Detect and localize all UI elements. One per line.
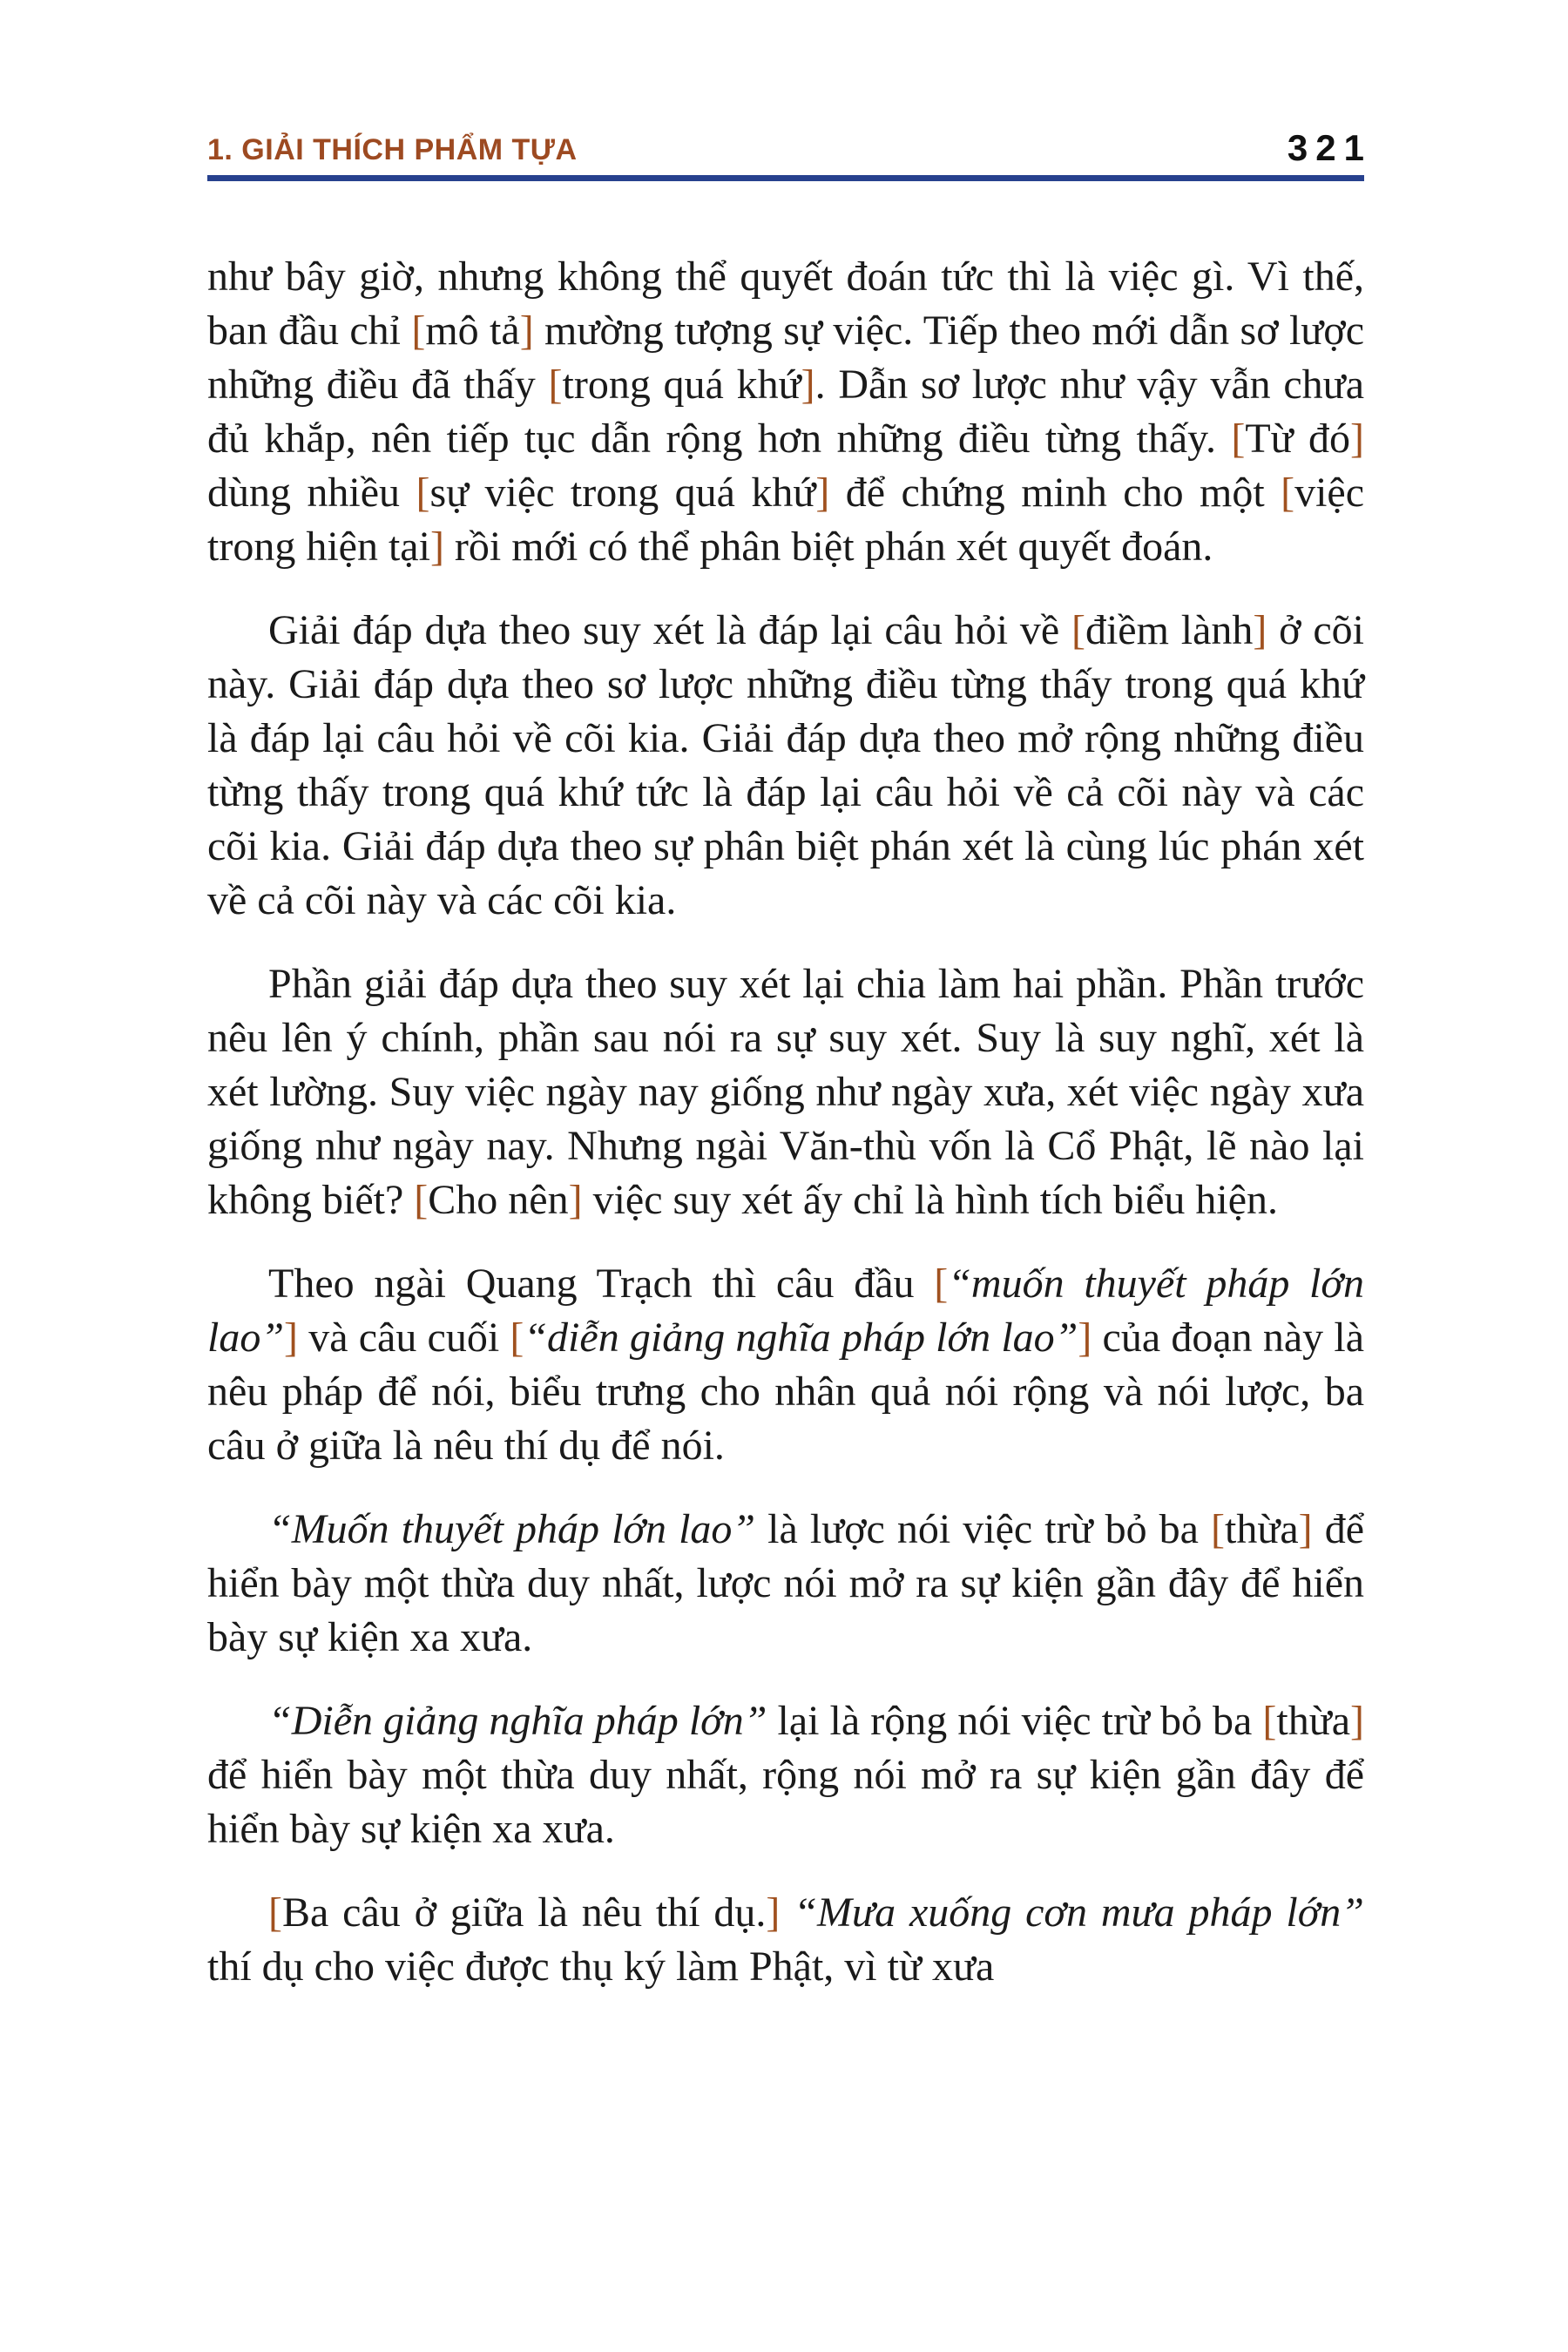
bracket: ] [1078,1315,1092,1361]
page-header [207,127,1372,181]
bracket: ] [568,1177,583,1223]
text-run: Theo ngài Quang Trạch thì câu đầu [268,1260,935,1307]
bracket: [ [510,1315,524,1361]
bracket: [ [548,362,563,408]
text-run: để hiển bày một thừa duy nhất, rộng nói mở ra sự kiện gần đây để hiển bày sự kiện xa xưa. [207,1752,1364,1852]
text-run: Giải đáp dựa theo suy xét là đáp lại câu hỏi về [268,607,1071,653]
bracket: ] [284,1315,299,1361]
bracket: [ [1281,470,1295,516]
text-run: thừa [1225,1506,1299,1552]
bracket: [ [934,1260,949,1307]
paragraph-7 [207,1886,1364,1994]
running-head [207,127,1372,168]
quoted-italic-run: “Diễn giảng nghĩa pháp lớn” [268,1698,767,1744]
text-run: thí dụ cho việc được thụ ký làm Phật, vì từ xưa [207,1943,995,1990]
text-run: như bây giờ, nhưng không thể quyết đoán tức thì là việc gì. Vì thế, ban đầu chỉ [207,253,1364,354]
section-title: 1. GIẢI THÍCH PHẨM TỰA [207,133,578,166]
bracket: ] [1350,1698,1364,1744]
bracket: ] [1298,1506,1313,1552]
text-run: việc suy xét ấy chỉ là hình tích biểu hiện. [582,1177,1279,1223]
bracket: [ [414,1177,429,1223]
text-run [780,1889,794,1936]
bracket: [ [411,308,426,354]
text-run: mường tượng sự việc. Tiếp theo mới dẫn sơ lược những điều đã thấy [207,308,1364,408]
quoted-italic-run: “Mưa xuống cơn mưa pháp lớn” [794,1889,1365,1936]
bracket: [ [268,1889,282,1936]
text-run: Ba câu ở giữa là nêu thí dụ. [281,1889,767,1936]
bracket: ] [1253,607,1267,653]
bracket: ] [801,362,815,408]
text-run: điềm lành [1085,607,1254,653]
text-run: sự việc trong quá khứ [429,470,816,516]
text-run: Cho nên [428,1177,569,1223]
text-run: để chứng minh cho một [829,470,1281,516]
text-run: việc trong hiện tại [207,470,1365,570]
text-run: Từ đó [1245,416,1351,462]
text-run: và câu cuối [298,1315,510,1361]
paragraph-1 [207,250,1364,574]
text-run: dùng nhiều [207,470,416,516]
text-run: lại là rộng nói việc trừ bỏ ba [767,1698,1263,1744]
bracket: [ [1071,607,1085,653]
text-run: mô tả [425,308,520,354]
paragraph-4 [207,1257,1364,1473]
text-run: ở cõi này. Giải đáp dựa theo sơ lược những điều từng thấy trong quá khứ là đáp lại câu hỏi về cõi kia. Giải đáp dựa theo mở rộng những điều từng thấy trong quá khứ tức là đáp lại câu hỏi về cả cõi này và các cõi kia. Giải đáp dựa theo sự phân biệt phán xét là cùng lúc phán xét về cả cõi này và các cõi kia. [207,607,1364,923]
text-run: . Dẫn sơ lược như vậy vẫn chưa đủ khắp, nên tiếp tục dẫn rộng hơn những điều từng thấy. [207,362,1365,462]
quoted-italic-run: “muốn thuyết pháp lớn lao” [207,1260,1364,1361]
quoted-italic-run: “diễn giảng nghĩa pháp lớn lao” [524,1315,1078,1361]
bracket: ] [815,470,830,516]
text-run: thừa [1276,1698,1351,1744]
text-run: Phần giải đáp dựa theo suy xét lại chia làm hai phần. Phần trước nêu lên ý chính, phần sau nói ra sự suy xét. Suy là suy nghĩ, xét là xét lường. Suy việc ngày nay giống như ngày xưa, xét việc ngày xưa giống như ngày nay. Nhưng ngài Văn-thù vốn là Cổ Phật, lẽ nào lại không biết? [207,961,1364,1223]
text-run: trong quá khứ [562,362,801,408]
quoted-italic-run: “Muốn thuyết pháp lớn lao” [268,1506,756,1552]
paragraph-5 [207,1503,1364,1665]
text-run: là lược nói việc trừ bỏ ba [755,1506,1212,1552]
bracket: ] [766,1889,781,1936]
text-run: của đoạn này là nêu pháp để nói, biểu trưng cho nhân quả nói rộng và nói lược, ba câu ở giữa là nêu thí dụ để nói. [207,1315,1365,1469]
bracket: [ [1262,1698,1277,1744]
header-rule [207,175,1364,181]
bracket: ] [429,524,444,570]
page-content [207,127,1372,2024]
page-number: 321 [1287,127,1372,168]
paragraph-2 [207,604,1364,928]
text-run: rồi mới có thể phân biệt phán xét quyết đoán. [443,524,1213,570]
bracket: ] [1350,416,1364,462]
paragraph-3 [207,957,1364,1227]
bracket: [ [1211,1506,1226,1552]
bracket: ] [519,308,534,354]
bracket: [ [1231,416,1246,462]
paragraph-6 [207,1694,1364,1856]
body-text [207,250,1364,1994]
text-run: để hiển bày một thừa duy nhất, lược nói mở ra sự kiện gần đây để hiển bày sự kiện xa xưa. [207,1506,1364,1660]
bracket: [ [416,470,430,516]
